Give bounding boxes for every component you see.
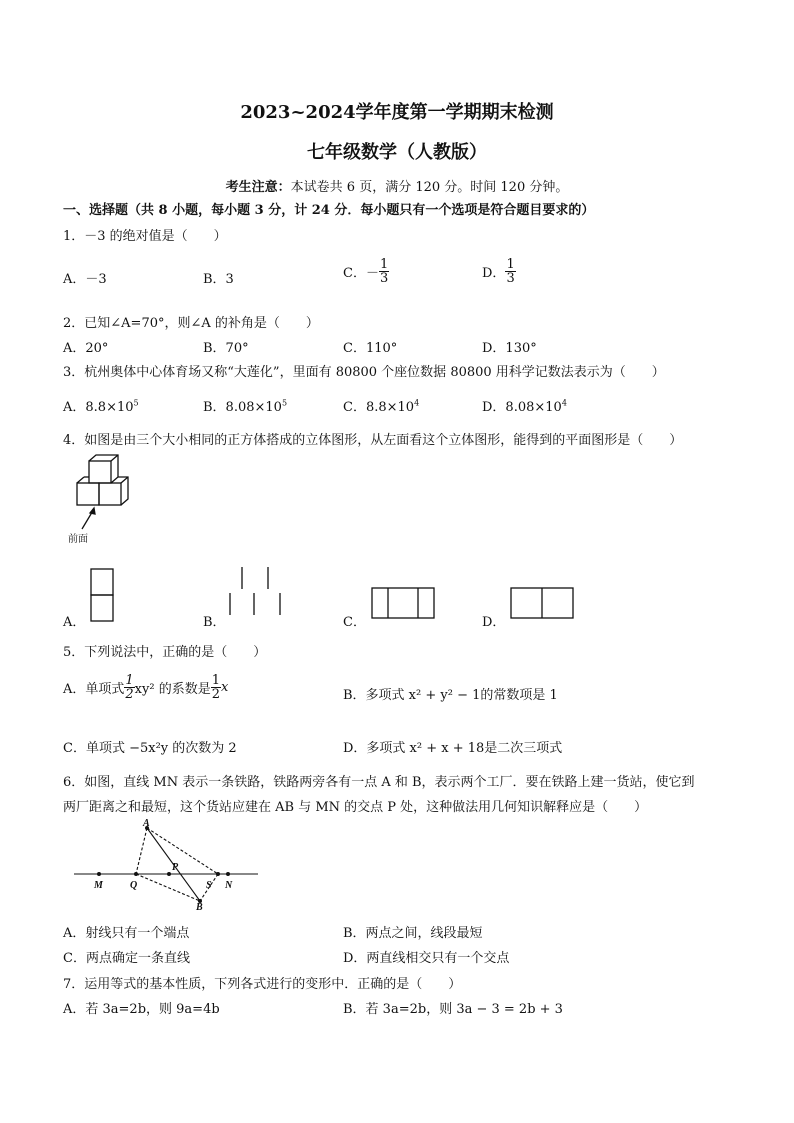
- label-q: Q: [130, 880, 138, 891]
- q5-a-denominator: 2: [125, 687, 134, 702]
- q1-c-prefix: C．－: [343, 266, 379, 281]
- q3-d-exponent: 4: [561, 398, 567, 408]
- q1-stem: 1．－3 的绝对值是（ ）: [63, 229, 227, 244]
- q1-option-a: A．－3: [63, 272, 107, 287]
- notice-text: 本试卷共 6 页，满分 120 分。时间 120 分钟。: [290, 180, 569, 195]
- label-b: B: [196, 902, 203, 913]
- label-n: N: [225, 880, 233, 891]
- q1-c-denominator: 3: [379, 271, 389, 286]
- point-p: [167, 872, 171, 876]
- q5-a-numerator2: 1: [211, 673, 220, 688]
- label-a: A: [143, 818, 150, 829]
- q4-stem: 4．如图是由三个大小相同的正方体搭成的立体图形，从左面看这个立体图形，能得到的平面图形是（ ）: [63, 433, 683, 448]
- exam-title: 2023~2024学年度第一学期期末检测: [240, 102, 554, 123]
- q3-option-b: [203, 396, 287, 415]
- q4-option-b: B．: [203, 615, 226, 630]
- q1-d-numerator: 1: [506, 257, 515, 272]
- q1-c-numerator: 1: [379, 257, 389, 272]
- q3-option-c: [343, 396, 419, 415]
- q2-option-c: C．110°: [343, 341, 398, 356]
- label-p: P: [172, 862, 179, 873]
- notice-label: 考生注意：: [225, 180, 291, 195]
- q5-option-b: B．多项式 x² + y² − 1的常数项是 1: [343, 688, 558, 703]
- q3-option-a: [63, 396, 139, 415]
- q5-a-prefix: A．单项式: [63, 682, 125, 697]
- label-m: M: [94, 880, 103, 891]
- q6-option-c: C．两点确定一条直线: [63, 951, 190, 966]
- q3-a-base: A．8.8×10: [63, 400, 134, 415]
- q2-option-a: A．20°: [63, 341, 109, 356]
- q6-stem-line1: 6．如图，直线 MN 表示一条铁路，铁路两旁各有一点 A 和 B，表示两个工厂．要在铁路上建一货站，使它到: [63, 775, 695, 790]
- label-s: S: [206, 880, 212, 891]
- q3-a-exponent: 5: [133, 398, 139, 408]
- q5-a-denominator2: 2: [211, 687, 220, 702]
- cube-bottom-left: [77, 483, 99, 505]
- q7-option-a: A．若 3a=2b，则 9a=4b: [63, 1002, 220, 1017]
- cube-top-front: [89, 461, 111, 483]
- q2-option-d: D．130°: [482, 341, 537, 356]
- q4-option-a-shape: [90, 568, 114, 624]
- front-label: 前面: [68, 534, 88, 545]
- q6-option-a: A．射线只有一个端点: [63, 926, 190, 941]
- q3-c-base: C．8.8×10: [343, 400, 415, 415]
- q4-option-d: D．: [482, 615, 506, 630]
- segment-as: [147, 828, 218, 874]
- q3-b-base: B．8.08×10: [203, 400, 282, 415]
- q5-a-end: x: [220, 680, 229, 695]
- q4-option-b-shape: [228, 563, 284, 619]
- q5-option-d: D．多项式 x² + x + 18是二次三项式: [343, 741, 563, 756]
- q2-option-b: B．70°: [203, 341, 249, 356]
- q5-option-c: C．单项式 −5x²y 的次数为 2: [63, 741, 237, 756]
- q1-option-c: [343, 258, 389, 285]
- q3-c-exponent: 4: [414, 398, 420, 408]
- q5-a-middle: xy² 的系数是: [134, 682, 211, 697]
- q7-option-b: B．若 3a=2b，则 3a − 3 = 2b + 3: [343, 1002, 563, 1017]
- q7-stem: 7．运用等式的基本性质，下列各式进行的变形中．正确的是（ ）: [63, 977, 462, 992]
- q3-stem: 3．杭州奥体中心体育场又称“大莲化”，里面有 80800 个座位数据 80800 用科学记数法表示为（ ）: [63, 365, 665, 380]
- q5-option-a: [63, 674, 228, 701]
- segment-aq: [136, 828, 147, 874]
- q4-option-d-shape: [510, 587, 574, 621]
- q6-option-d: D．两直线相交只有一个交点: [343, 951, 510, 966]
- q1-option-b: B．3: [203, 272, 234, 287]
- q5-a-numerator: 1: [125, 673, 134, 688]
- q6-geometry-figure: [70, 818, 260, 913]
- q6-option-b: B．两点之间，线段最短: [343, 926, 483, 941]
- point-s: [216, 872, 220, 876]
- q4-option-c: C．: [343, 615, 366, 630]
- point-n: [226, 872, 230, 876]
- exam-notice: [0, 176, 794, 195]
- q1-d-denominator: 3: [506, 271, 515, 286]
- q3-b-exponent: 5: [281, 398, 288, 408]
- q3-option-d: [482, 396, 567, 415]
- q5-stem: 5．下列说法中，正确的是（ ）: [63, 645, 267, 660]
- q6-stem-line2: 两厂距离之和最短，这个货站应建在 AB 与 MN 的交点 P 处，这种做法用几何知识解释应是（ ）: [63, 800, 648, 815]
- q4-option-a: A．: [63, 615, 86, 630]
- q4-option-c-shape: [371, 587, 435, 621]
- q2-stem: 2．已知∠A=70°，则∠A 的补角是（ ）: [63, 316, 319, 331]
- point-m: [97, 872, 101, 876]
- q1-d-prefix: D．: [482, 266, 506, 281]
- exam-subtitle: 七年级数学（人教版）: [307, 142, 487, 163]
- q3-d-base: D．8.08×10: [482, 400, 562, 415]
- cube-bottom-right: [99, 483, 121, 505]
- q1-option-d: [482, 258, 516, 285]
- section-heading: 一、选择题（共 8 小题，每小题 3 分，计 24 分．每小题只有一个选项是符合题目要求的）: [63, 203, 595, 218]
- point-q: [134, 872, 138, 876]
